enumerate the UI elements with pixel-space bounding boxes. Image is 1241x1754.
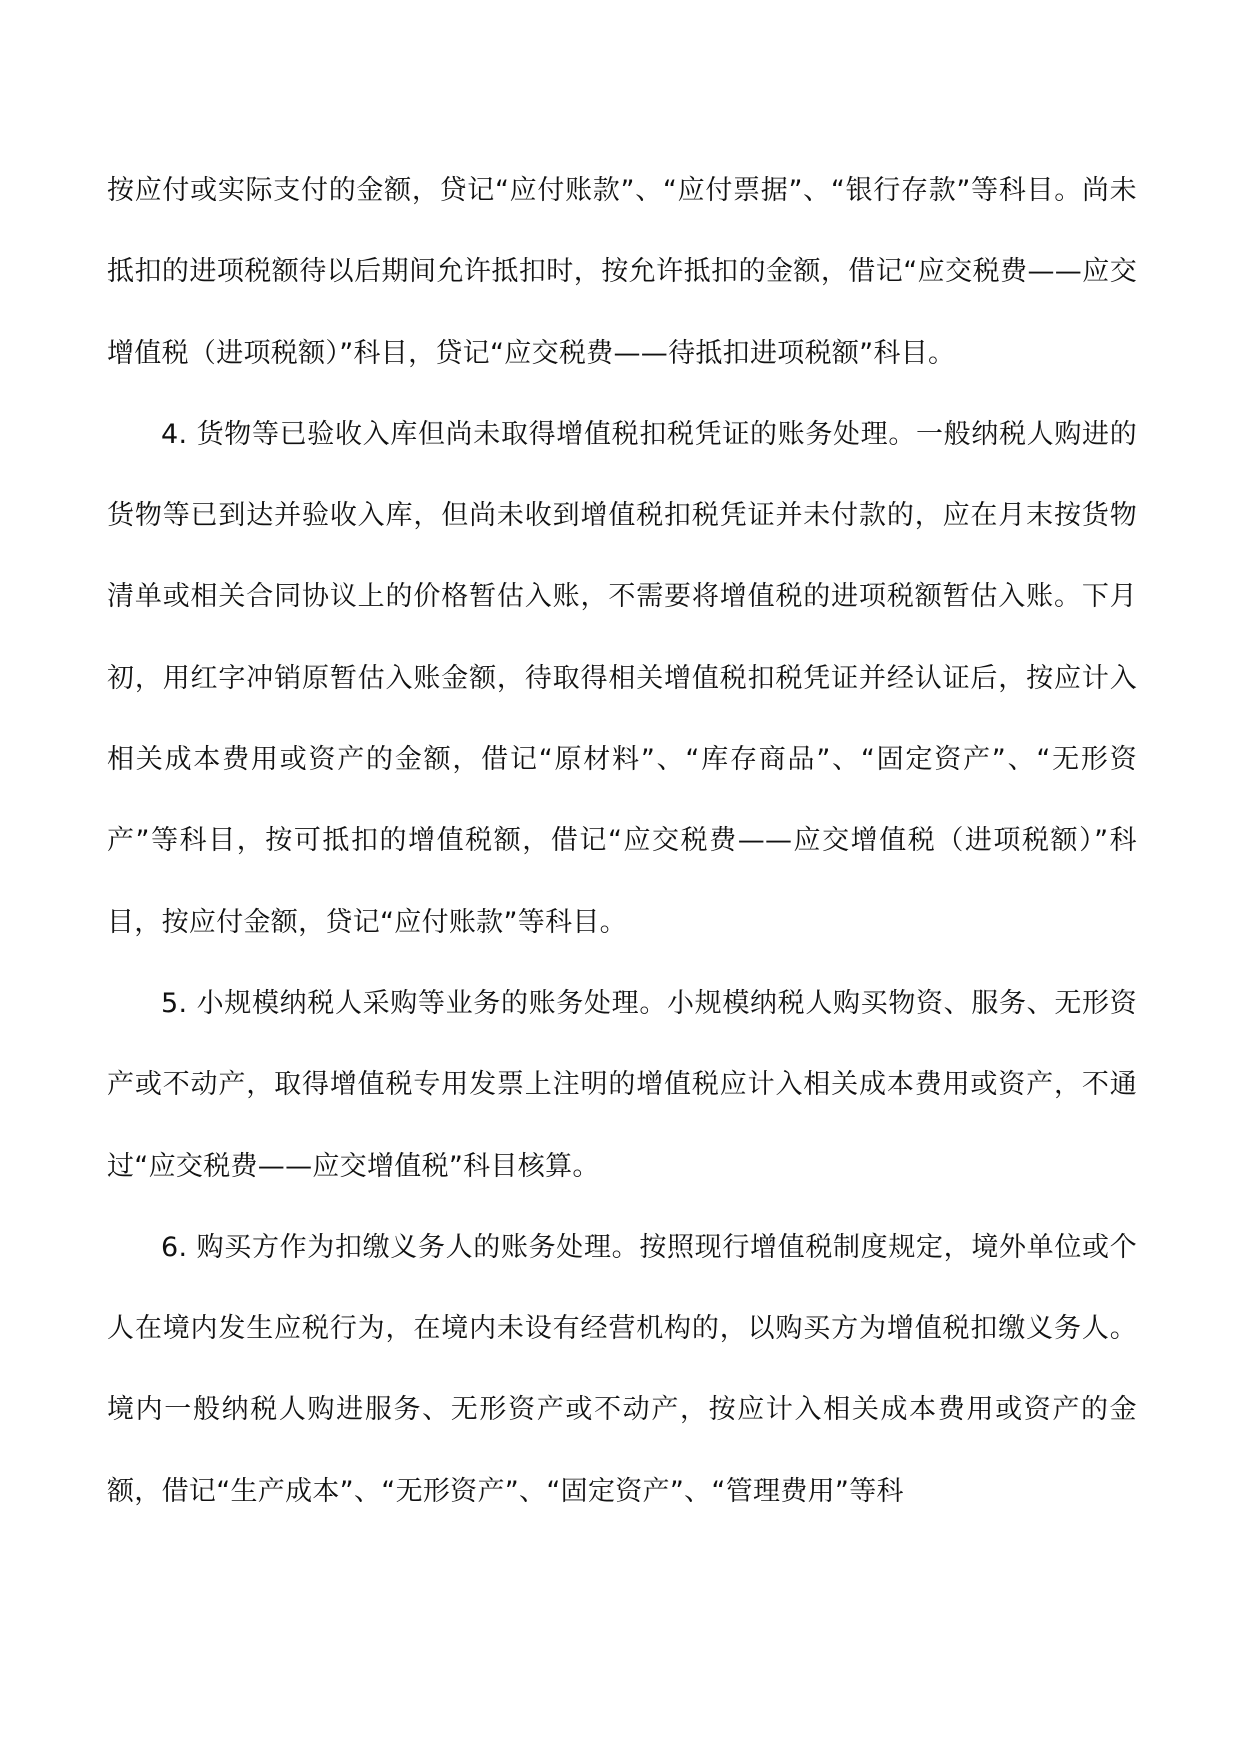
paragraph-item-4: 4. 货物等已验收入库但尚未取得增值税扣税凭证的账务处理。一般纳税人购进的货物等已到达并验收入库，但尚未收到增值税扣税凭证并未付款的，应在月末按货物清单或相关合同协议上的价格暂估入账，不需要将增值税的进项税额暂估入账。下月初，用红字冲销原暂估入账金额，待取得相关增值税扣税凭证并经认证后，按应计入相关成本费用或资产的金额，借记“原材料”、“库存商品”、“固定资产”、“无形资产”等科目，按可抵扣的增值税额，借记“应交税费——应交增值税（进项税额）”科目，按应付金额，贷记“应付账款”等科目。 bbox=[107, 418, 1137, 938]
paragraph-continued: 按应付或实际支付的金额，贷记“应付账款”、“应付票据”、“银行存款”等科目。尚未抵扣的进项税额待以后期间允许抵扣时，按允许抵扣的金额，借记“应交税费——应交增值税（进项税额）”科目，贷记“应交税费——待抵扣进项税额”科目。 bbox=[107, 175, 1137, 369]
paragraph-item-5: 5. 小规模纳税人采购等业务的账务处理。小规模纳税人购买物资、服务、无形资产或不动产，取得增值税专用发票上注明的增值税应计入相关成本费用或资产，不通过“应交税费——应交增值税”科目核算。 bbox=[107, 987, 1137, 1182]
document-body bbox=[107, 150, 1137, 1532]
paragraph-item-6: 6. 购买方作为扣缴义务人的账务处理。按照现行增值税制度规定，境外单位或个人在境内发生应税行为，在境内未设有经营机构的，以购买方为增值税扣缴义务人。境内一般纳税人购进服务、无形资产或不动产，按应计入相关成本费用或资产的金额，借记“生产成本”、“无形资产”、“固定资产”、“管理费用”等科 bbox=[107, 1231, 1137, 1507]
